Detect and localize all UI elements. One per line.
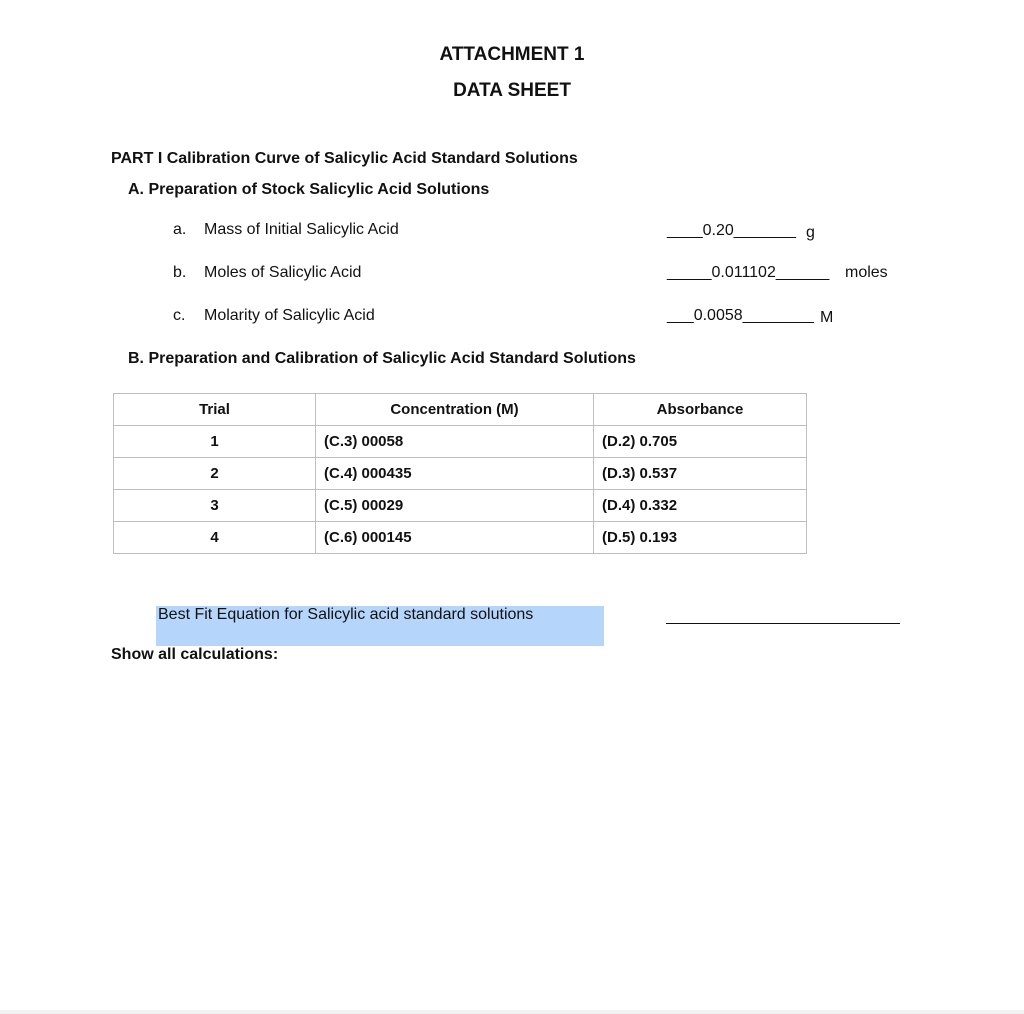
table-row [114,458,807,490]
section-a-heading: A. Preparation of Stock Salicylic Acid Solutions [128,181,490,198]
header-trial: Trial [114,394,316,426]
item-a-unit: g [806,224,815,241]
calibration-table [113,393,807,554]
page-bottom-edge [0,1010,1024,1014]
cell-trial: 4 [114,522,316,554]
item-c-marker: c. [173,307,186,324]
cell-concentration: (C.3) 00058 [316,426,594,458]
best-fit-label[interactable]: Best Fit Equation for Salicylic acid standard solutions [158,606,534,623]
cell-concentration: (C.6) 000145 [316,522,594,554]
header-concentration: Concentration (M) [316,394,594,426]
table-header-row [114,394,807,426]
cell-absorbance: (D.5) 0.193 [594,522,807,554]
item-b-marker: b. [173,264,187,281]
item-a-answer: ____0.20_______ [667,222,797,239]
attachment-title: ATTACHMENT 1 [439,44,585,65]
cell-absorbance: (D.2) 0.705 [594,426,807,458]
item-c-unit: M [820,309,834,326]
item-a-label: Mass of Initial Salicylic Acid [204,221,399,238]
cell-trial: 2 [114,458,316,490]
item-c-label: Molarity of Salicylic Acid [204,307,375,324]
table-row [114,522,807,554]
section-b-heading: B. Preparation and Calibration of Salicylic Acid Standard Solutions [128,350,636,367]
best-fit-answer-line [666,623,900,624]
item-c-answer: ___0.0058________ [667,307,814,324]
cell-absorbance: (D.3) 0.537 [594,458,807,490]
item-a-marker: a. [173,221,187,238]
table-row [114,426,807,458]
item-b-unit: moles [845,264,888,281]
cell-trial: 1 [114,426,316,458]
header-absorbance: Absorbance [594,394,807,426]
cell-trial: 3 [114,490,316,522]
item-b-answer: _____0.011102______ [667,264,830,281]
show-calculations-label: Show all calculations: [111,646,279,663]
cell-concentration: (C.5) 00029 [316,490,594,522]
item-b-label: Moles of Salicylic Acid [204,264,362,281]
cell-absorbance: (D.4) 0.332 [594,490,807,522]
data-sheet-title: DATA SHEET [453,80,571,101]
cell-concentration: (C.4) 000435 [316,458,594,490]
part1-heading: PART I Calibration Curve of Salicylic Acid Standard Solutions [111,150,578,167]
table-row [114,490,807,522]
